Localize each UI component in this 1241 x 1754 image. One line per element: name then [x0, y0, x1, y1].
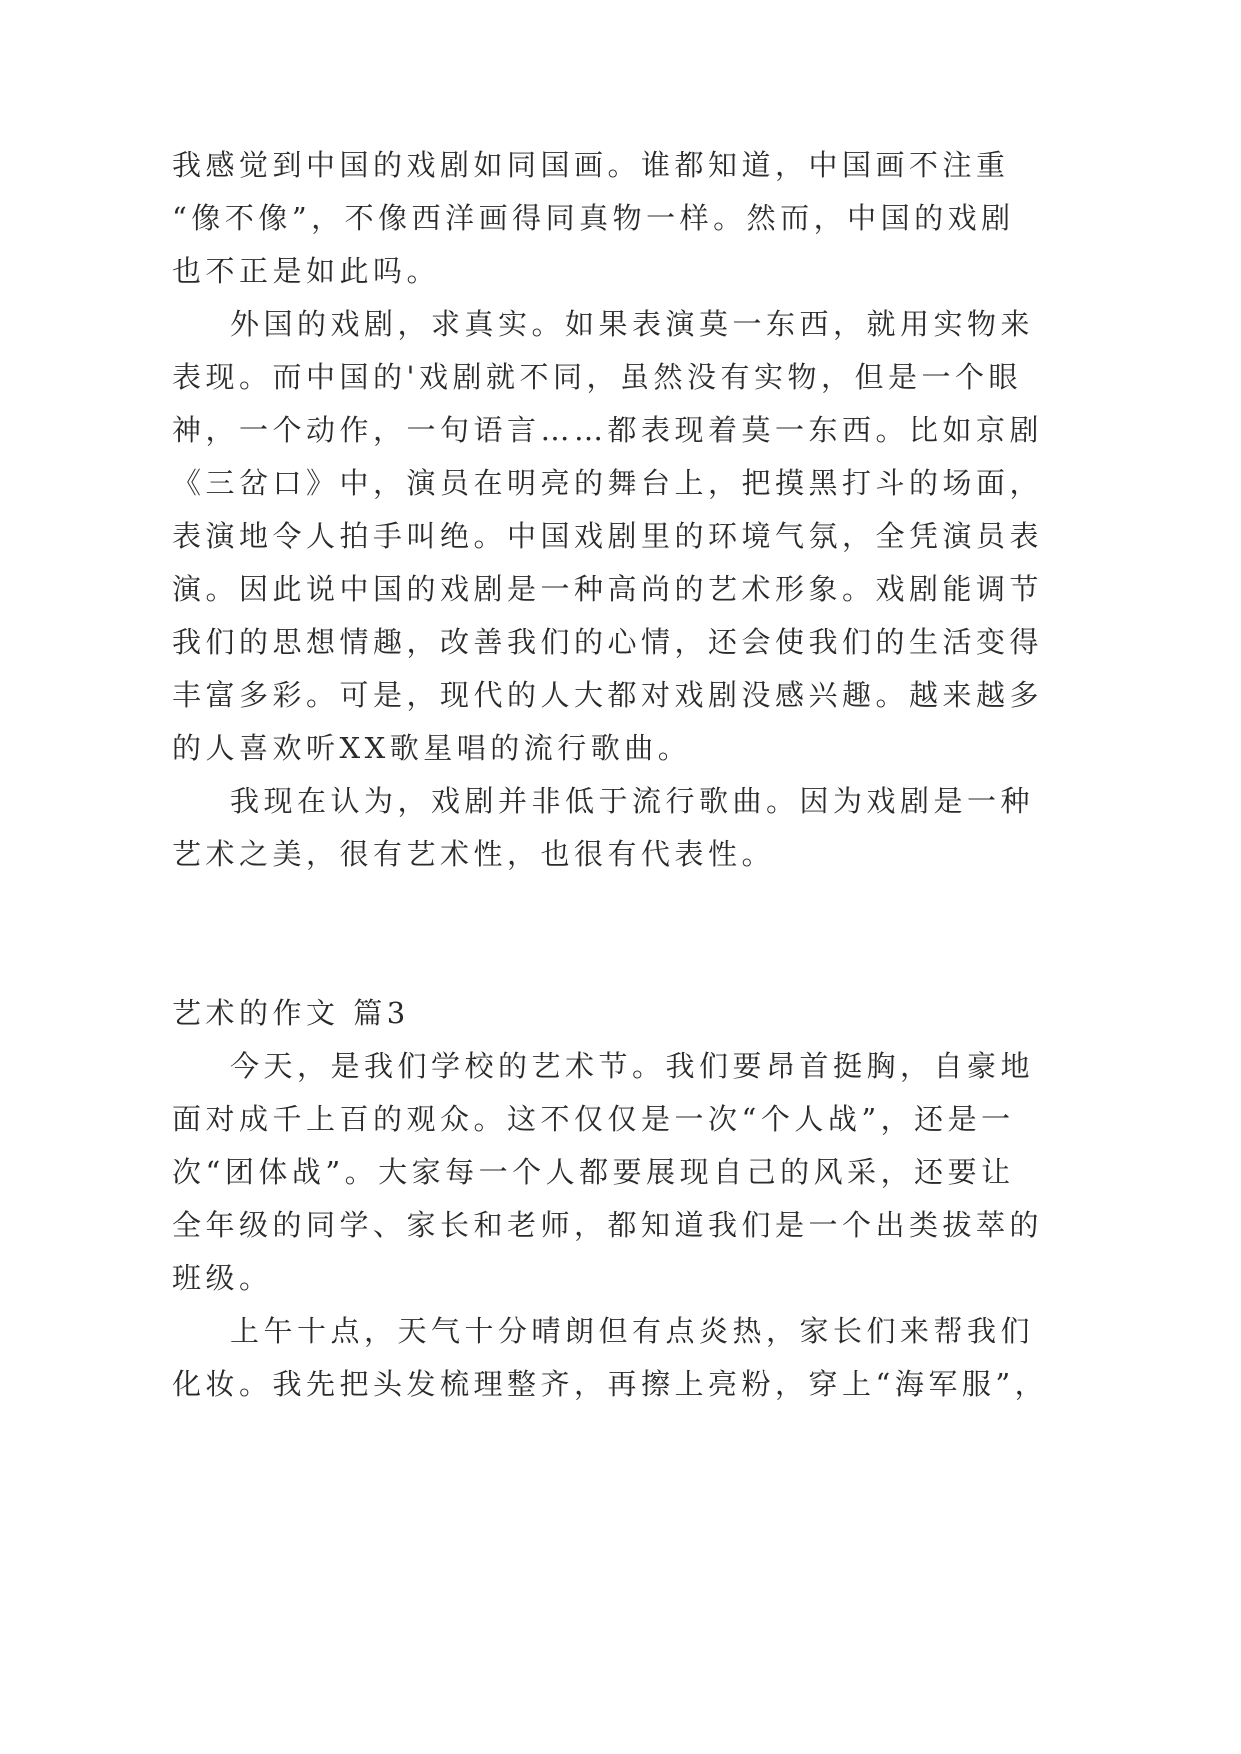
essay-title: 艺术的作文 篇3 — [172, 996, 410, 1030]
paragraph-line: 次“团体战”。大家每一个人都要展现自己的风采，还要让 — [172, 1155, 1015, 1189]
paragraph-line: 表现。而中国的'戏剧就不同，虽然没有实物，但是一个眼 — [172, 360, 1022, 394]
paragraph-line: 我感觉到中国的戏剧如同国画。谁都知道，中国画不注重 — [172, 148, 1010, 182]
paragraph-line: 神，一个动作，一句语言……都表现着莫一东西。比如京剧 — [172, 413, 1044, 447]
paragraph-line: 表演地令人拍手叫绝。中国戏剧里的环境气氛，全凭演员表 — [172, 519, 1044, 553]
paragraph-line: 班级。 — [172, 1261, 273, 1295]
paragraph-line: 上午十点，天气十分晴朗但有点炎热，家长们来帮我们 — [230, 1314, 1035, 1348]
paragraph-line: 我现在认为，戏剧并非低于流行歌曲。因为戏剧是一种 — [230, 784, 1035, 818]
paragraph-line: 全年级的同学、家长和老师，都知道我们是一个出类拔萃的 — [172, 1208, 1044, 1242]
paragraph-line: 艺术之美，很有艺术性，也很有代表性。 — [172, 837, 776, 871]
paragraph-line: 丰富多彩。可是，现代的人大都对戏剧没感兴趣。越来越多 — [172, 678, 1044, 712]
paragraph-line: 我们的思想情趣，改善我们的心情，还会使我们的生活变得 — [172, 625, 1044, 659]
paragraph-line: 演。因此说中国的戏剧是一种高尚的艺术形象。戏剧能调节 — [172, 572, 1044, 606]
paragraph-line: 也不正是如此吗。 — [172, 254, 441, 288]
paragraph-line: 面对成千上百的观众。这不仅仅是一次“个人战”，还是一 — [172, 1102, 1015, 1136]
paragraph-line: 外国的戏剧，求真实。如果表演莫一东西，就用实物来 — [230, 307, 1035, 341]
paragraph-line: 化妆。我先把头发梳理整齐，再擦上亮粉，穿上“海军服”， — [172, 1367, 1049, 1401]
paragraph-line: 《三岔口》中，演员在明亮的舞台上，把摸黑打斗的场面， — [172, 466, 1044, 500]
paragraph-line: “像不像”，不像西洋画得同真物一样。然而，中国的戏剧 — [172, 201, 1015, 235]
paragraph-line: 今天，是我们学校的艺术节。我们要昂首挺胸，自豪地 — [230, 1049, 1035, 1083]
paragraph-line: 的人喜欢听XX歌星唱的流行歌曲。 — [172, 731, 692, 765]
